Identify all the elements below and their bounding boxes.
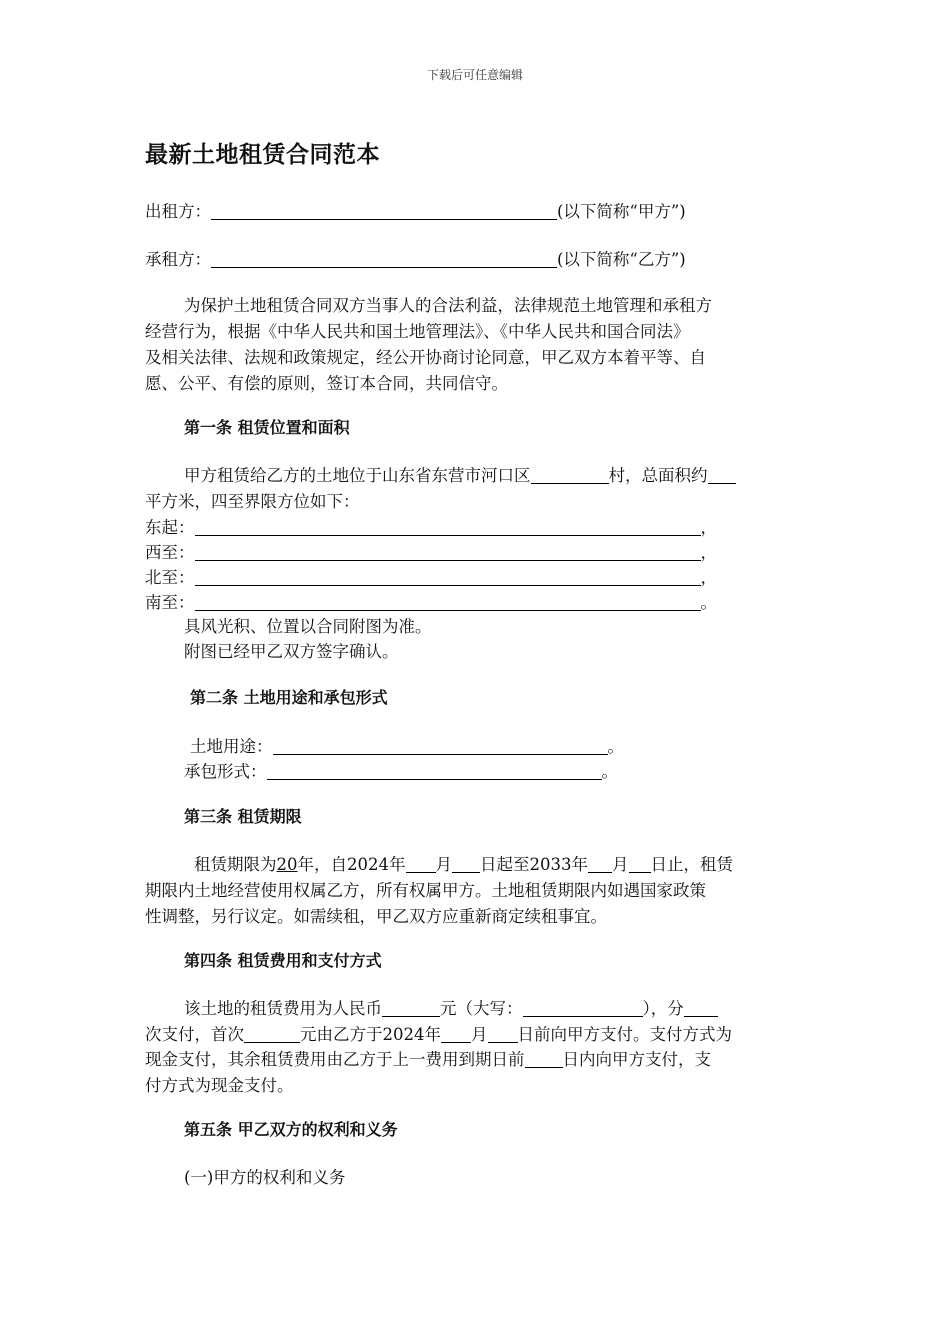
section-4-heading: 第四条 租赁费用和支付方式 (184, 951, 382, 970)
end-day-blank[interactable] (629, 856, 651, 874)
north-blank[interactable] (195, 569, 701, 587)
fee-words-blank[interactable] (523, 1000, 643, 1018)
intro-line-4: 愿、公平、有偿的原则，签订本合同，共同信守。 (145, 374, 508, 393)
north-boundary-line (145, 564, 717, 588)
fee-text-b: 元（大写： (440, 999, 523, 1018)
payment-day-blank[interactable] (488, 1026, 518, 1044)
document-title: 最新土地租赁合同范本 (145, 142, 380, 168)
lessee-suffix: (以下简称“乙方”) (557, 250, 686, 269)
east-boundary-line (145, 514, 717, 538)
lessee-blank[interactable] (211, 251, 557, 269)
s4-line-4: 付方式为现金支付。 (145, 1076, 294, 1095)
south-period: 。 (700, 593, 717, 612)
fee-text-a: 该土地的租赁费用为人民币 (184, 999, 382, 1018)
lessee-label: 承租方： (145, 250, 211, 269)
land-use-period: 。 (607, 737, 624, 756)
term-text-c: 日起至2033年 (480, 855, 588, 874)
term-month-2: 月 (612, 855, 629, 874)
start-day-blank[interactable] (452, 856, 480, 874)
east-blank[interactable] (195, 519, 701, 537)
west-blank[interactable] (195, 544, 701, 562)
section-1-heading: 第一条 租赁位置和面积 (184, 418, 350, 437)
section-2-heading: 第二条 土地用途和承包形式 (190, 688, 388, 707)
south-blank[interactable] (195, 594, 701, 612)
payment-month-blank[interactable] (441, 1026, 471, 1044)
contract-form-label: 承包形式： (184, 762, 267, 781)
s1-area-text: 村，总面积约 (608, 466, 708, 485)
contract-form-period: 。 (601, 762, 618, 781)
page-header: 下载后可任意编辑 (426, 68, 523, 82)
s1-location-text: 甲方租赁给乙方的土地位于山东省东营市河口区 (184, 466, 531, 485)
intro-line-1: 为保护土地租赁合同双方当事人的合法利益，法律规范土地管理和承租方 (184, 296, 712, 315)
s1-boundary-intro: 平方米，四至界限方位如下： (145, 492, 360, 511)
lessee-line (145, 246, 686, 270)
term-text-b: 年，自2024年 (297, 855, 406, 874)
s1-note-1: 具风光积、位置以合同附图为准。 (184, 617, 432, 636)
north-label: 北至： (145, 568, 195, 587)
term-years[interactable]: 20 (276, 855, 298, 874)
s4-line-2 (145, 1021, 732, 1045)
south-label: 南至： (145, 593, 195, 612)
term-text-a: 租赁期限为 (194, 855, 277, 874)
west-comma: ， (700, 543, 717, 562)
start-month-blank[interactable] (406, 856, 436, 874)
area-blank[interactable] (708, 467, 736, 485)
s4-line-3 (145, 1046, 711, 1070)
lessor-suffix: (以下简称“甲方”) (557, 202, 686, 221)
west-boundary-line (145, 539, 717, 563)
lessor-label: 出租方： (145, 202, 211, 221)
south-boundary-line (145, 589, 717, 613)
fee-text-h: 现金支付，其余租赁费用由乙方于上一费用到期日前 (145, 1050, 525, 1069)
contract-form-line (184, 758, 618, 782)
end-month-blank[interactable] (588, 856, 612, 874)
s4-line-1 (184, 995, 718, 1019)
section-5-heading: 第五条 甲乙双方的权利和义务 (184, 1120, 398, 1139)
west-label: 西至： (145, 543, 195, 562)
s3-line-3: 性调整，另行议定。如需续租，甲乙双方应重新商定续租事宜。 (145, 907, 607, 926)
village-blank[interactable] (531, 467, 609, 485)
fee-text-e: 元由乙方于2024年 (300, 1025, 441, 1044)
term-text-d: 日止，租赁 (650, 855, 733, 874)
first-payment-blank[interactable] (244, 1026, 300, 1044)
land-use-blank[interactable] (273, 738, 608, 756)
lessor-line (145, 198, 686, 222)
east-label: 东起： (145, 518, 195, 537)
section-3-heading: 第三条 租赁期限 (184, 807, 302, 826)
east-comma: ， (700, 518, 717, 537)
days-before-blank[interactable] (525, 1051, 563, 1069)
installments-blank[interactable] (684, 1000, 718, 1018)
intro-line-3: 及相关法律、法规和政策规定，经公开协商讨论同意，甲乙双方本着平等、自 (145, 348, 706, 367)
land-use-label: 土地用途： (190, 737, 273, 756)
s3-line-2: 期限内土地经营使用权属乙方，所有权属甲方。土地租赁期限内如遇国家政策 (145, 881, 706, 900)
fee-text-f: 月 (471, 1025, 488, 1044)
fee-text-i: 日内向甲方支付，支 (562, 1050, 711, 1069)
fee-text-g: 日前向甲方支付。支付方式为 (517, 1025, 732, 1044)
fee-amount-blank[interactable] (382, 1000, 440, 1018)
contract-form-blank[interactable] (267, 763, 602, 781)
s3-line-1 (194, 851, 733, 875)
north-comma: ， (700, 568, 717, 587)
fee-text-d: 次支付，首次 (145, 1025, 244, 1044)
fee-text-c: ），分 (642, 999, 684, 1018)
lessor-blank[interactable] (211, 203, 557, 221)
term-month-1: 月 (435, 855, 452, 874)
s1-location-line (184, 462, 736, 486)
intro-line-2: 经营行为，根据《中华人民共和国土地管理法》、《中华人民共和国合同法》 (145, 322, 690, 341)
s1-note-2: 附图已经甲乙双方签字确认。 (184, 642, 399, 661)
s5-subheading-1: (一)甲方的权利和义务 (184, 1168, 346, 1187)
land-use-line (190, 733, 624, 757)
